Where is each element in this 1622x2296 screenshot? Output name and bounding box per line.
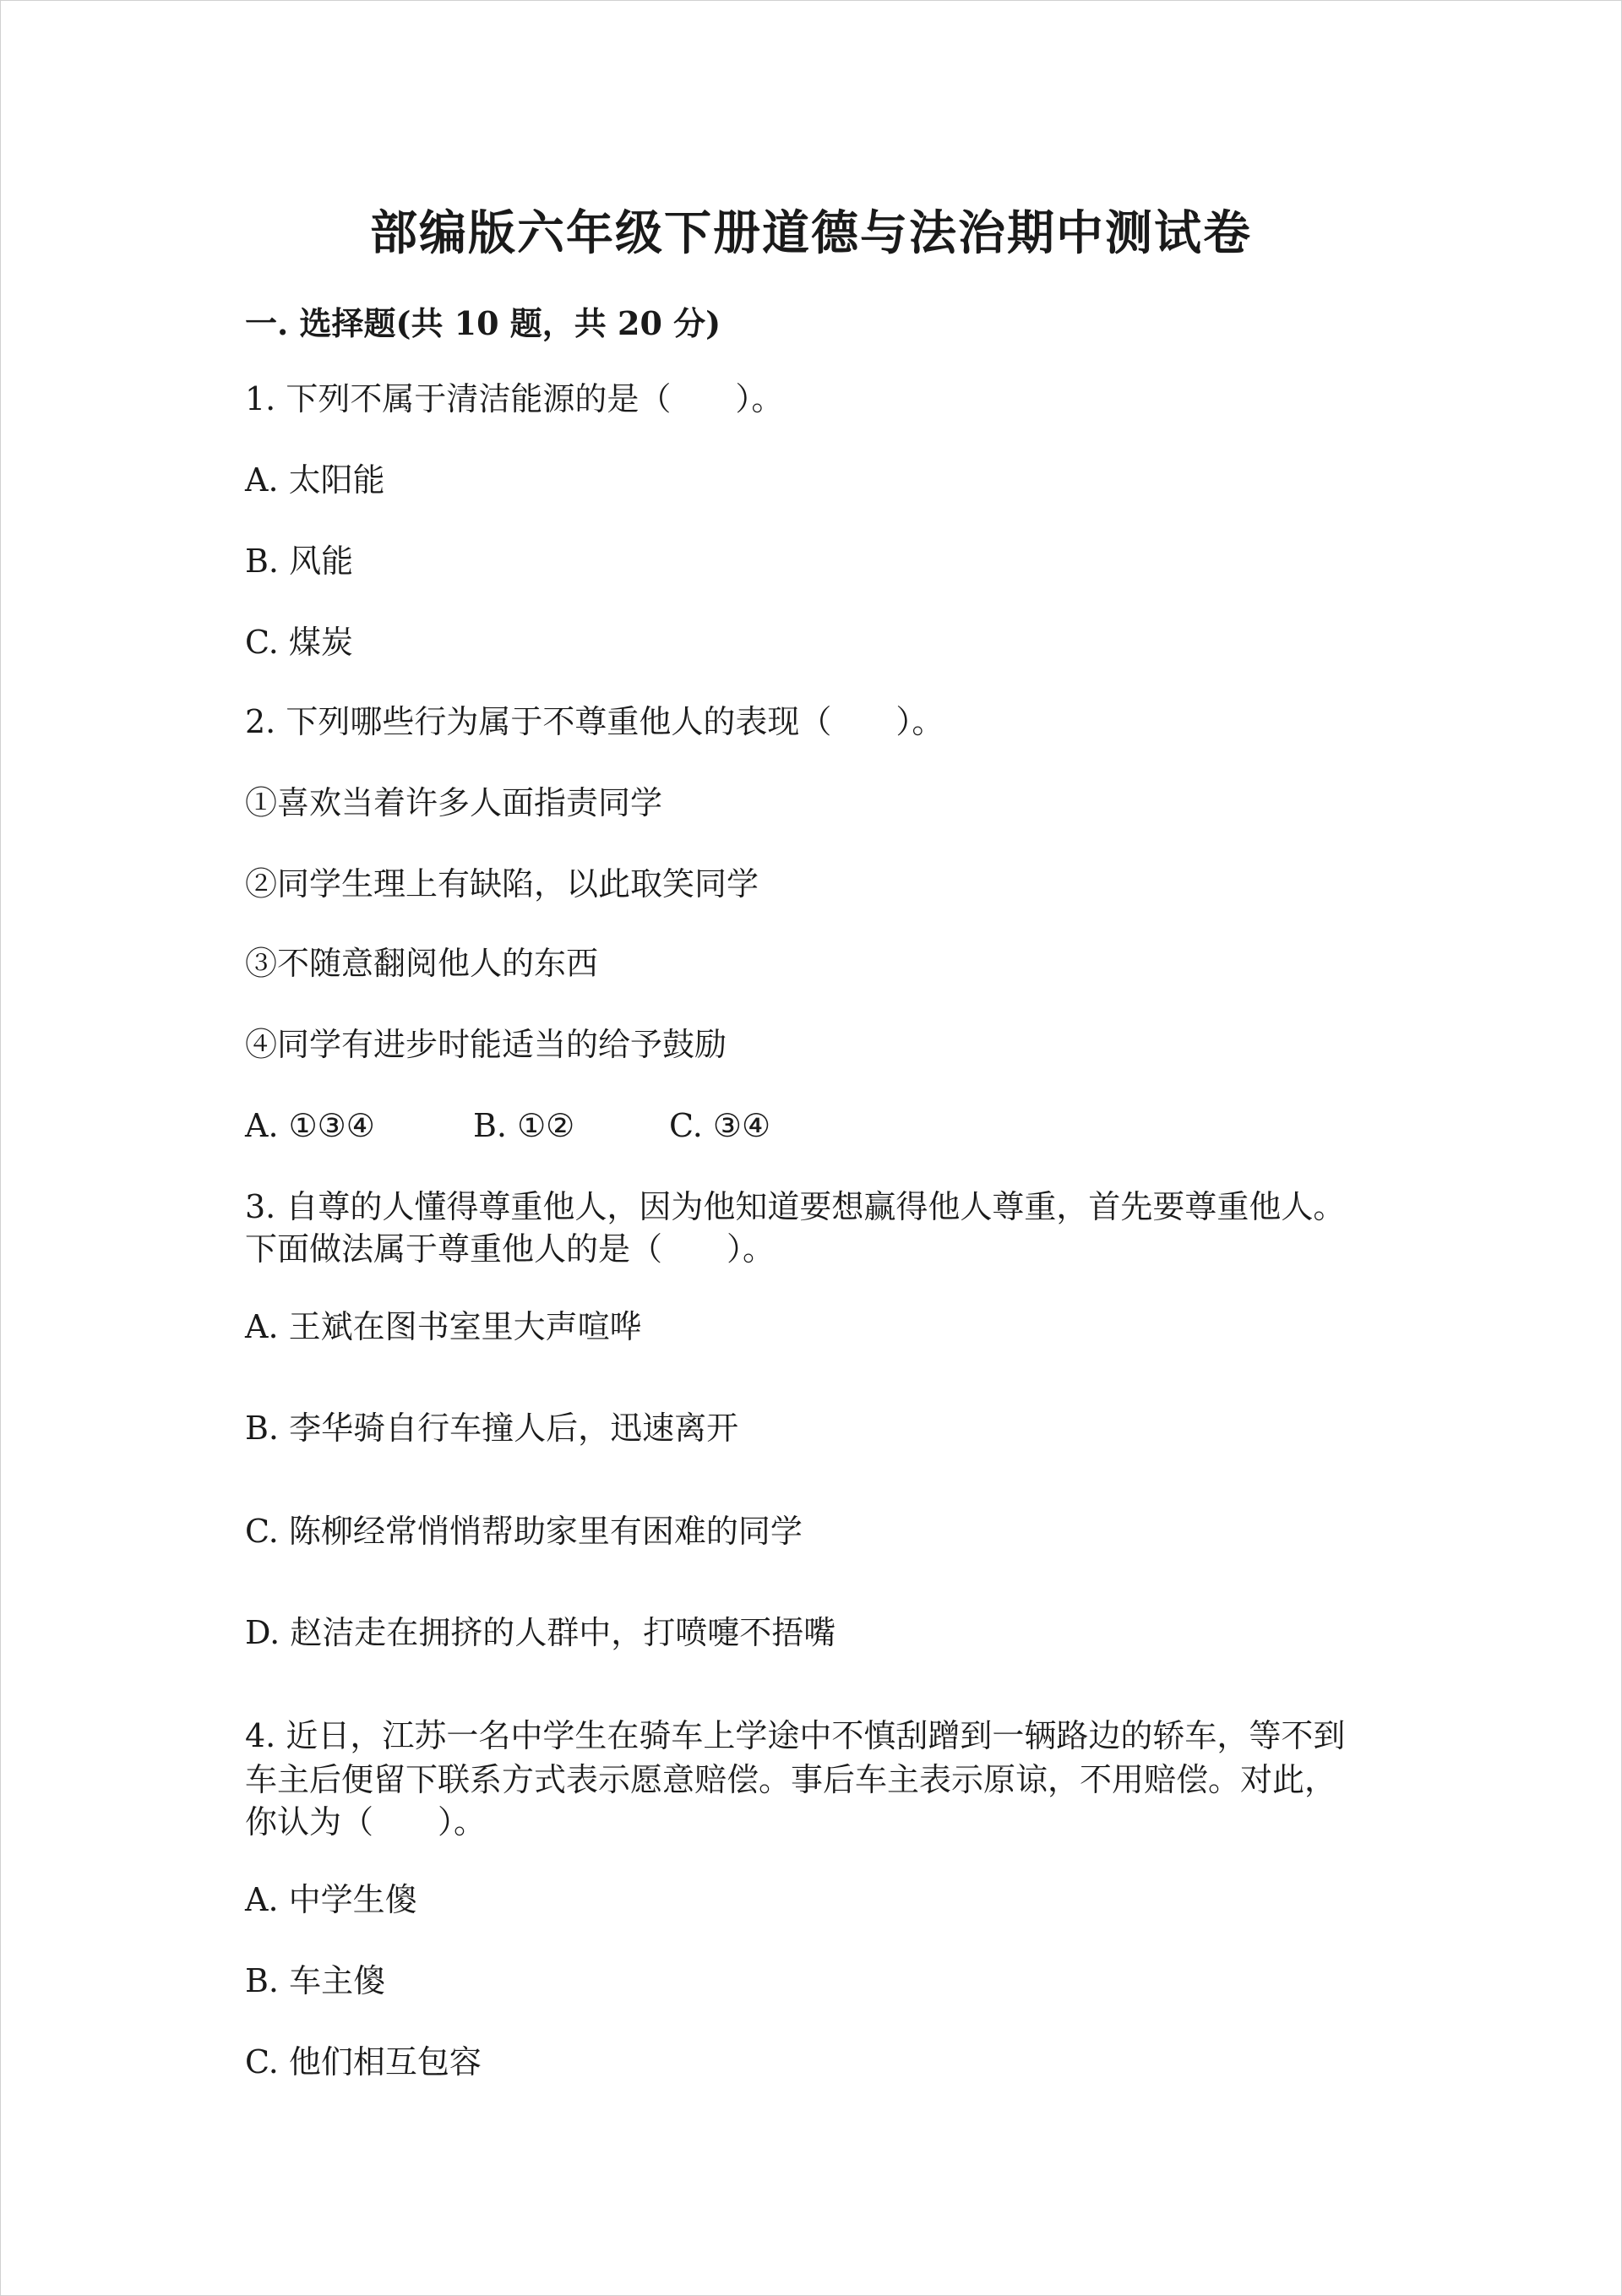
question-2-option-b: B. ①② bbox=[473, 1107, 575, 1144]
question-3-option-a: A. 王斌在图书室里大声喧哗 bbox=[245, 1308, 642, 1345]
question-2-statement-4: ④同学有进步时能适当的给予鼓励 bbox=[245, 1026, 727, 1063]
question-1-option-c: C. 煤炭 bbox=[245, 624, 353, 661]
question-3-option-b: B. 李华骑自行车撞人后，迅速离开 bbox=[245, 1410, 739, 1447]
page-title: 部编版六年级下册道德与法治期中测试卷 bbox=[370, 205, 1252, 261]
question-3-option-c: C. 陈柳经常悄悄帮助家里有困难的同学 bbox=[245, 1513, 803, 1550]
question-4-stem-line-3: 你认为（ ）。 bbox=[245, 1803, 487, 1841]
question-3-stem-line-1: 3. 自尊的人懂得尊重他人，因为他知道要想赢得他人尊重，首先要尊重他人。 bbox=[245, 1188, 1346, 1225]
question-4-stem-line-2: 车主后便留下联系方式表示愿意赔偿。事后车主表示原谅，不用赔偿。对此， bbox=[245, 1761, 1337, 1798]
question-3-stem-line-2: 下面做法属于尊重他人的是（ ）。 bbox=[245, 1230, 776, 1268]
question-1-option-a: A. 太阳能 bbox=[245, 461, 385, 499]
question-2-statement-2: ②同学生理上有缺陷，以此取笑同学 bbox=[245, 865, 759, 903]
question-4-option-a: A. 中学生傻 bbox=[245, 1881, 417, 1918]
question-2-stem: 2. 下列哪些行为属于不尊重他人的表现（ ）。 bbox=[245, 703, 944, 740]
question-4-option-c: C. 他们相互包容 bbox=[245, 2043, 482, 2081]
question-1-stem: 1. 下列不属于清洁能源的是（ ）。 bbox=[245, 380, 784, 417]
question-4-option-b: B. 车主傻 bbox=[245, 1962, 386, 1999]
question-2-option-c: C. ③④ bbox=[669, 1107, 771, 1144]
question-2-statement-3: ③不随意翻阅他人的东西 bbox=[245, 945, 599, 982]
question-2-statement-1: ①喜欢当着许多人面指责同学 bbox=[245, 784, 663, 821]
question-4-stem-line-1: 4. 近日，江苏一名中学生在骑车上学途中不慎刮蹭到一辆路边的轿车，等不到 bbox=[245, 1717, 1346, 1754]
question-3-option-d: D. 赵洁走在拥挤的人群中，打喷嚏不捂嘴 bbox=[245, 1614, 836, 1651]
question-2-option-a: A. ①③④ bbox=[245, 1107, 375, 1144]
section-heading: 一. 选择题(共 10 题，共 20 分) bbox=[245, 304, 721, 342]
question-1-option-b: B. 风能 bbox=[245, 543, 354, 580]
